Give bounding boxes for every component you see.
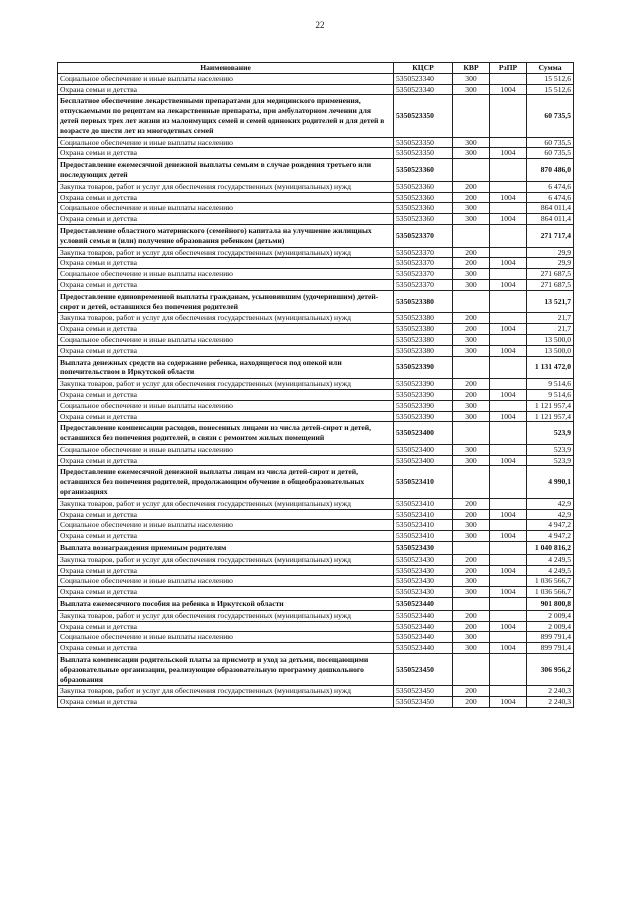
table-row [58,400,574,411]
cell-kvr [453,95,490,137]
cell-name: Социальное обеспечение и иные выплаты населению [58,520,394,531]
table-row [58,389,574,400]
section-row [58,224,574,247]
table-row [58,455,574,466]
section-row [58,542,574,555]
cell-name: Охрана семьи и детства [58,214,394,225]
cell-kvr: 200 [453,389,490,400]
cell-rzpr: 1004 [490,411,527,422]
cell-kvr [453,224,490,247]
cell-rzpr: 1004 [490,697,527,708]
cell-name: Предоставление единовременной выплаты гражданам, усыновившим (удочерившим) детей-сирот и детей, оставшихся без попечения родителей [58,290,394,313]
table-row [58,269,574,280]
cell-kvr: 200 [453,192,490,203]
cell-sum: 4 947,2 [527,531,574,542]
cell-rzpr [490,542,527,555]
cell-kcsr: 5350523440 [394,632,453,643]
cell-kcsr: 5350523340 [394,73,453,84]
cell-sum: 2 009,4 [527,621,574,632]
cell-name: Предоставление компенсации расходов, понесенных лицами из числа детей-сирот и детей, оставшихся без попечения родителей, в связи с ремонтом жилых помещений [58,422,394,445]
table-row [58,279,574,290]
cell-rzpr [490,334,527,345]
section-row [58,466,574,498]
cell-rzpr [490,466,527,498]
cell-kcsr: 5350523380 [394,345,453,356]
cell-sum: 901 800,8 [527,598,574,611]
table-row [58,258,574,269]
cell-kvr: 300 [453,531,490,542]
cell-kcsr: 5350523380 [394,324,453,335]
cell-rzpr [490,224,527,247]
section-row [58,356,574,379]
cell-sum: 864 011,4 [527,214,574,225]
table-row [58,137,574,148]
cell-sum: 21,7 [527,324,574,335]
page-number: 22 [315,20,325,30]
cell-name: Закупка товаров, работ и услуг для обеспечения государственных (муниципальных) нужд [58,379,394,390]
cell-name: Закупка товаров, работ и услуг для обеспечения государственных (муниципальных) нужд [58,610,394,621]
cell-name: Социальное обеспечение и иные выплаты населению [58,632,394,643]
cell-kcsr: 5350523440 [394,598,453,611]
cell-name: Социальное обеспечение и иные выплаты населению [58,137,394,148]
cell-name: Охрана семьи и детства [58,587,394,598]
cell-kvr: 200 [453,313,490,324]
cell-kvr: 300 [453,400,490,411]
cell-sum: 29,9 [527,247,574,258]
cell-kcsr: 5350523410 [394,531,453,542]
cell-rzpr: 1004 [490,192,527,203]
table-row [58,520,574,531]
cell-sum: 13 500,0 [527,334,574,345]
cell-name: Охрана семьи и детства [58,643,394,654]
budget-table [57,62,574,708]
cell-sum: 523,9 [527,422,574,445]
cell-kcsr: 5350523430 [394,554,453,565]
section-row [58,290,574,313]
cell-name: Закупка товаров, работ и услуг для обеспечения государственных (муниципальных) нужд [58,686,394,697]
cell-sum: 6 474,6 [527,181,574,192]
cell-rzpr [490,520,527,531]
cell-name: Охрана семьи и детства [58,697,394,708]
cell-sum: 2 240,3 [527,686,574,697]
table-row [58,247,574,258]
cell-rzpr: 1004 [490,389,527,400]
cell-name: Закупка товаров, работ и услуг для обеспечения государственных (муниципальных) нужд [58,181,394,192]
cell-sum: 271 717,4 [527,224,574,247]
cell-kvr: 300 [453,73,490,84]
cell-kcsr: 5350523380 [394,290,453,313]
cell-kvr: 300 [453,444,490,455]
cell-sum: 1 036 566,7 [527,587,574,598]
cell-name: Охрана семьи и детства [58,531,394,542]
table-row [58,203,574,214]
cell-kvr: 300 [453,587,490,598]
cell-sum: 42,9 [527,498,574,509]
cell-name: Охрана семьи и детства [58,84,394,95]
cell-kcsr: 5350523340 [394,84,453,95]
table-header-row [58,63,574,74]
cell-kvr: 200 [453,621,490,632]
cell-rzpr: 1004 [490,279,527,290]
cell-kvr: 200 [453,686,490,697]
cell-rzpr: 1004 [490,84,527,95]
cell-kcsr: 5350523390 [394,400,453,411]
table-row [58,697,574,708]
cell-kvr: 300 [453,269,490,280]
cell-name: Охрана семьи и детства [58,455,394,466]
cell-name: Закупка товаров, работ и услуг для обеспечения государственных (муниципальных) нужд [58,498,394,509]
cell-rzpr [490,686,527,697]
cell-kvr: 300 [453,455,490,466]
table-row [58,576,574,587]
cell-rzpr [490,290,527,313]
table-row [58,73,574,84]
cell-kcsr: 5350523390 [394,389,453,400]
cell-rzpr: 1004 [490,509,527,520]
cell-sum: 899 791,4 [527,632,574,643]
cell-kvr: 300 [453,334,490,345]
cell-rzpr: 1004 [490,621,527,632]
cell-sum: 4 990,1 [527,466,574,498]
cell-kcsr: 5350523360 [394,192,453,203]
cell-kcsr: 5350523410 [394,520,453,531]
cell-kcsr: 5350523390 [394,411,453,422]
cell-kvr: 200 [453,610,490,621]
cell-kvr: 200 [453,181,490,192]
cell-kcsr: 5350523430 [394,587,453,598]
cell-kcsr: 5350523410 [394,509,453,520]
section-row [58,422,574,445]
cell-kvr: 300 [453,345,490,356]
cell-kvr: 300 [453,137,490,148]
table-row [58,632,574,643]
cell-rzpr [490,654,527,686]
cell-kvr: 200 [453,258,490,269]
cell-name: Выплата ежемесячного пособия на ребенка в Иркутской области [58,598,394,611]
cell-rzpr [490,181,527,192]
cell-sum: 1 121 957,4 [527,400,574,411]
cell-sum: 60 735,5 [527,137,574,148]
cell-kcsr: 5350523370 [394,258,453,269]
cell-sum: 523,9 [527,444,574,455]
cell-kcsr: 5350523360 [394,214,453,225]
cell-sum: 4 249,5 [527,554,574,565]
cell-kcsr: 5350523370 [394,279,453,290]
section-row [58,598,574,611]
cell-sum: 1 036 566,7 [527,576,574,587]
cell-kcsr: 5350523440 [394,643,453,654]
cell-kvr [453,542,490,555]
cell-kvr: 200 [453,379,490,390]
cell-name: Предоставление областного материнского (семейного) капитала на улучшение жилищных условий семьи и (или) получение образования ребенком (детьми) [58,224,394,247]
cell-kcsr: 5350523440 [394,610,453,621]
table-row [58,686,574,697]
cell-kvr: 300 [453,203,490,214]
cell-rzpr [490,203,527,214]
cell-rzpr: 1004 [490,214,527,225]
cell-kcsr: 5350523360 [394,203,453,214]
cell-sum: 15 512,6 [527,73,574,84]
cell-kcsr: 5350523390 [394,356,453,379]
cell-name: Закупка товаров, работ и услуг для обеспечения государственных (муниципальных) нужд [58,554,394,565]
cell-kvr: 300 [453,214,490,225]
cell-kvr: 200 [453,697,490,708]
cell-sum: 1 131 472,0 [527,356,574,379]
cell-name: Охрана семьи и детства [58,148,394,159]
cell-rzpr: 1004 [490,345,527,356]
cell-name: Социальное обеспечение и иные выплаты населению [58,444,394,455]
cell-kvr: 300 [453,632,490,643]
cell-kvr: 300 [453,279,490,290]
cell-kcsr: 5350523430 [394,576,453,587]
cell-rzpr: 1004 [490,643,527,654]
cell-kcsr: 5350523400 [394,444,453,455]
cell-kvr: 300 [453,576,490,587]
cell-kvr: 200 [453,509,490,520]
table-row [58,148,574,159]
cell-kvr: 300 [453,520,490,531]
cell-kvr: 300 [453,148,490,159]
table-row [58,411,574,422]
cell-kvr [453,598,490,611]
table-row [58,587,574,598]
cell-rzpr [490,247,527,258]
cell-sum: 60 735,5 [527,95,574,137]
cell-kcsr: 5350523370 [394,269,453,280]
cell-kvr: 300 [453,643,490,654]
cell-kcsr: 5350523370 [394,224,453,247]
cell-sum: 306 956,2 [527,654,574,686]
cell-name: Социальное обеспечение и иные выплаты населению [58,203,394,214]
cell-kcsr: 5350523380 [394,334,453,345]
cell-kcsr: 5350523440 [394,621,453,632]
table-row [58,214,574,225]
cell-sum: 271 687,5 [527,269,574,280]
header-name: Наименование [58,63,394,74]
cell-sum: 271 687,5 [527,279,574,290]
cell-kcsr: 5350523450 [394,654,453,686]
cell-sum: 864 011,4 [527,203,574,214]
cell-sum: 4 249,5 [527,565,574,576]
cell-sum: 15 512,6 [527,84,574,95]
table-row [58,324,574,335]
cell-sum: 2 009,4 [527,610,574,621]
header-kvr: КВР [453,63,490,74]
cell-kvr [453,356,490,379]
cell-kcsr: 5350523350 [394,95,453,137]
cell-kvr [453,159,490,182]
cell-rzpr [490,379,527,390]
cell-rzpr: 1004 [490,565,527,576]
section-row [58,159,574,182]
cell-rzpr: 1004 [490,455,527,466]
cell-name: Охрана семьи и детства [58,509,394,520]
cell-kcsr: 5350523430 [394,565,453,576]
cell-name: Предоставление ежемесячной денежной выплаты лицам из числа детей-сирот и детей, оставшихся без попечения родителей, продолжающим обучение в общеобразовательных организациях [58,466,394,498]
table-row [58,498,574,509]
cell-rzpr [490,632,527,643]
cell-kcsr: 5350523370 [394,247,453,258]
table-row [58,509,574,520]
cell-sum: 13 500,0 [527,345,574,356]
cell-name: Охрана семьи и детства [58,258,394,269]
cell-kvr: 200 [453,554,490,565]
cell-rzpr [490,554,527,565]
cell-kvr: 200 [453,324,490,335]
table-row [58,379,574,390]
header-sum: Сумма [527,63,574,74]
table-row [58,345,574,356]
cell-kcsr: 5350523400 [394,455,453,466]
cell-name: Охрана семьи и детства [58,345,394,356]
cell-rzpr [490,598,527,611]
cell-kcsr: 5350523360 [394,181,453,192]
cell-rzpr [490,137,527,148]
cell-name: Социальное обеспечение и иные выплаты населению [58,400,394,411]
cell-name: Социальное обеспечение и иные выплаты населению [58,576,394,587]
cell-sum: 523,9 [527,455,574,466]
cell-sum: 6 474,6 [527,192,574,203]
cell-rzpr [490,610,527,621]
table-row [58,84,574,95]
cell-kcsr: 5350523360 [394,159,453,182]
table-row [58,531,574,542]
cell-name: Охрана семьи и детства [58,279,394,290]
cell-kcsr: 5350523350 [394,137,453,148]
cell-rzpr [490,159,527,182]
cell-kvr [453,422,490,445]
table-row [58,565,574,576]
table-row [58,621,574,632]
cell-name: Бесплатное обеспечение лекарственными препаратами для медицинского применения, отпускаемыми по рецептам на лекарственные препараты, при амбулаторном лечении для детей первых трех лет жизни из малоимущих семей и семей одиноких родителей и для детей в возрасте до шести лет из многодетных семей [58,95,394,137]
cell-kcsr: 5350523380 [394,313,453,324]
cell-kcsr: 5350523450 [394,697,453,708]
cell-sum: 1 040 816,2 [527,542,574,555]
cell-rzpr [490,269,527,280]
cell-name: Охрана семьи и детства [58,411,394,422]
cell-sum: 9 514,6 [527,379,574,390]
cell-rzpr [490,95,527,137]
cell-kcsr: 5350523410 [394,466,453,498]
table-row [58,643,574,654]
cell-sum: 9 514,6 [527,389,574,400]
cell-sum: 60 735,5 [527,148,574,159]
cell-kcsr: 5350523390 [394,379,453,390]
cell-sum: 1 121 957,4 [527,411,574,422]
cell-rzpr [490,498,527,509]
cell-kcsr: 5350523400 [394,422,453,445]
cell-sum: 13 521,7 [527,290,574,313]
table-row [58,313,574,324]
cell-rzpr [490,313,527,324]
cell-kcsr: 5350523450 [394,686,453,697]
table-row [58,192,574,203]
cell-kvr [453,290,490,313]
table-row [58,554,574,565]
cell-sum: 29,9 [527,258,574,269]
cell-rzpr: 1004 [490,324,527,335]
header-rzpr: РзПР [490,63,527,74]
cell-kvr: 200 [453,498,490,509]
cell-name: Закупка товаров, работ и услуг для обеспечения государственных (муниципальных) нужд [58,247,394,258]
cell-kvr: 200 [453,565,490,576]
cell-name: Предоставление ежемесячной денежной выплаты семьям в случае рождения третьего или последующих детей [58,159,394,182]
cell-sum: 4 947,2 [527,520,574,531]
table-row [58,610,574,621]
table-body [58,73,574,707]
cell-rzpr: 1004 [490,587,527,598]
cell-sum: 21,7 [527,313,574,324]
cell-name: Выплата денежных средств на содержание ребенка, находящегося под опекой или попечительством в Иркутской области [58,356,394,379]
cell-rzpr [490,400,527,411]
section-row [58,654,574,686]
cell-kcsr: 5350523350 [394,148,453,159]
cell-kvr: 300 [453,84,490,95]
cell-name: Выплата вознаграждения приемным родителям [58,542,394,555]
cell-kvr [453,466,490,498]
cell-name: Социальное обеспечение и иные выплаты населению [58,269,394,280]
cell-kvr: 300 [453,411,490,422]
table-row [58,181,574,192]
cell-sum: 870 486,0 [527,159,574,182]
cell-name: Охрана семьи и детства [58,389,394,400]
cell-name: Охрана семьи и детства [58,565,394,576]
cell-sum: 42,9 [527,509,574,520]
cell-rzpr [490,73,527,84]
table-row [58,334,574,345]
cell-name: Охрана семьи и детства [58,621,394,632]
cell-name: Выплата компенсации родительской платы за присмотр и уход за детьми, посещающими образовательные организации, реализующие образовательную программу дошкольного образования [58,654,394,686]
cell-kvr: 200 [453,247,490,258]
cell-kvr [453,654,490,686]
cell-rzpr: 1004 [490,531,527,542]
cell-kcsr: 5350523410 [394,498,453,509]
cell-name: Социальное обеспечение и иные выплаты населению [58,73,394,84]
cell-rzpr: 1004 [490,148,527,159]
header-kcsr: КЦСР [394,63,453,74]
cell-name: Охрана семьи и детства [58,192,394,203]
cell-rzpr [490,576,527,587]
cell-sum: 2 240,3 [527,697,574,708]
table-row [58,444,574,455]
cell-kcsr: 5350523430 [394,542,453,555]
cell-name: Социальное обеспечение и иные выплаты населению [58,334,394,345]
cell-name: Закупка товаров, работ и услуг для обеспечения государственных (муниципальных) нужд [58,313,394,324]
cell-sum: 899 791,4 [527,643,574,654]
cell-rzpr [490,356,527,379]
cell-name: Охрана семьи и детства [58,324,394,335]
cell-rzpr [490,444,527,455]
section-row [58,95,574,137]
cell-rzpr: 1004 [490,258,527,269]
cell-rzpr [490,422,527,445]
